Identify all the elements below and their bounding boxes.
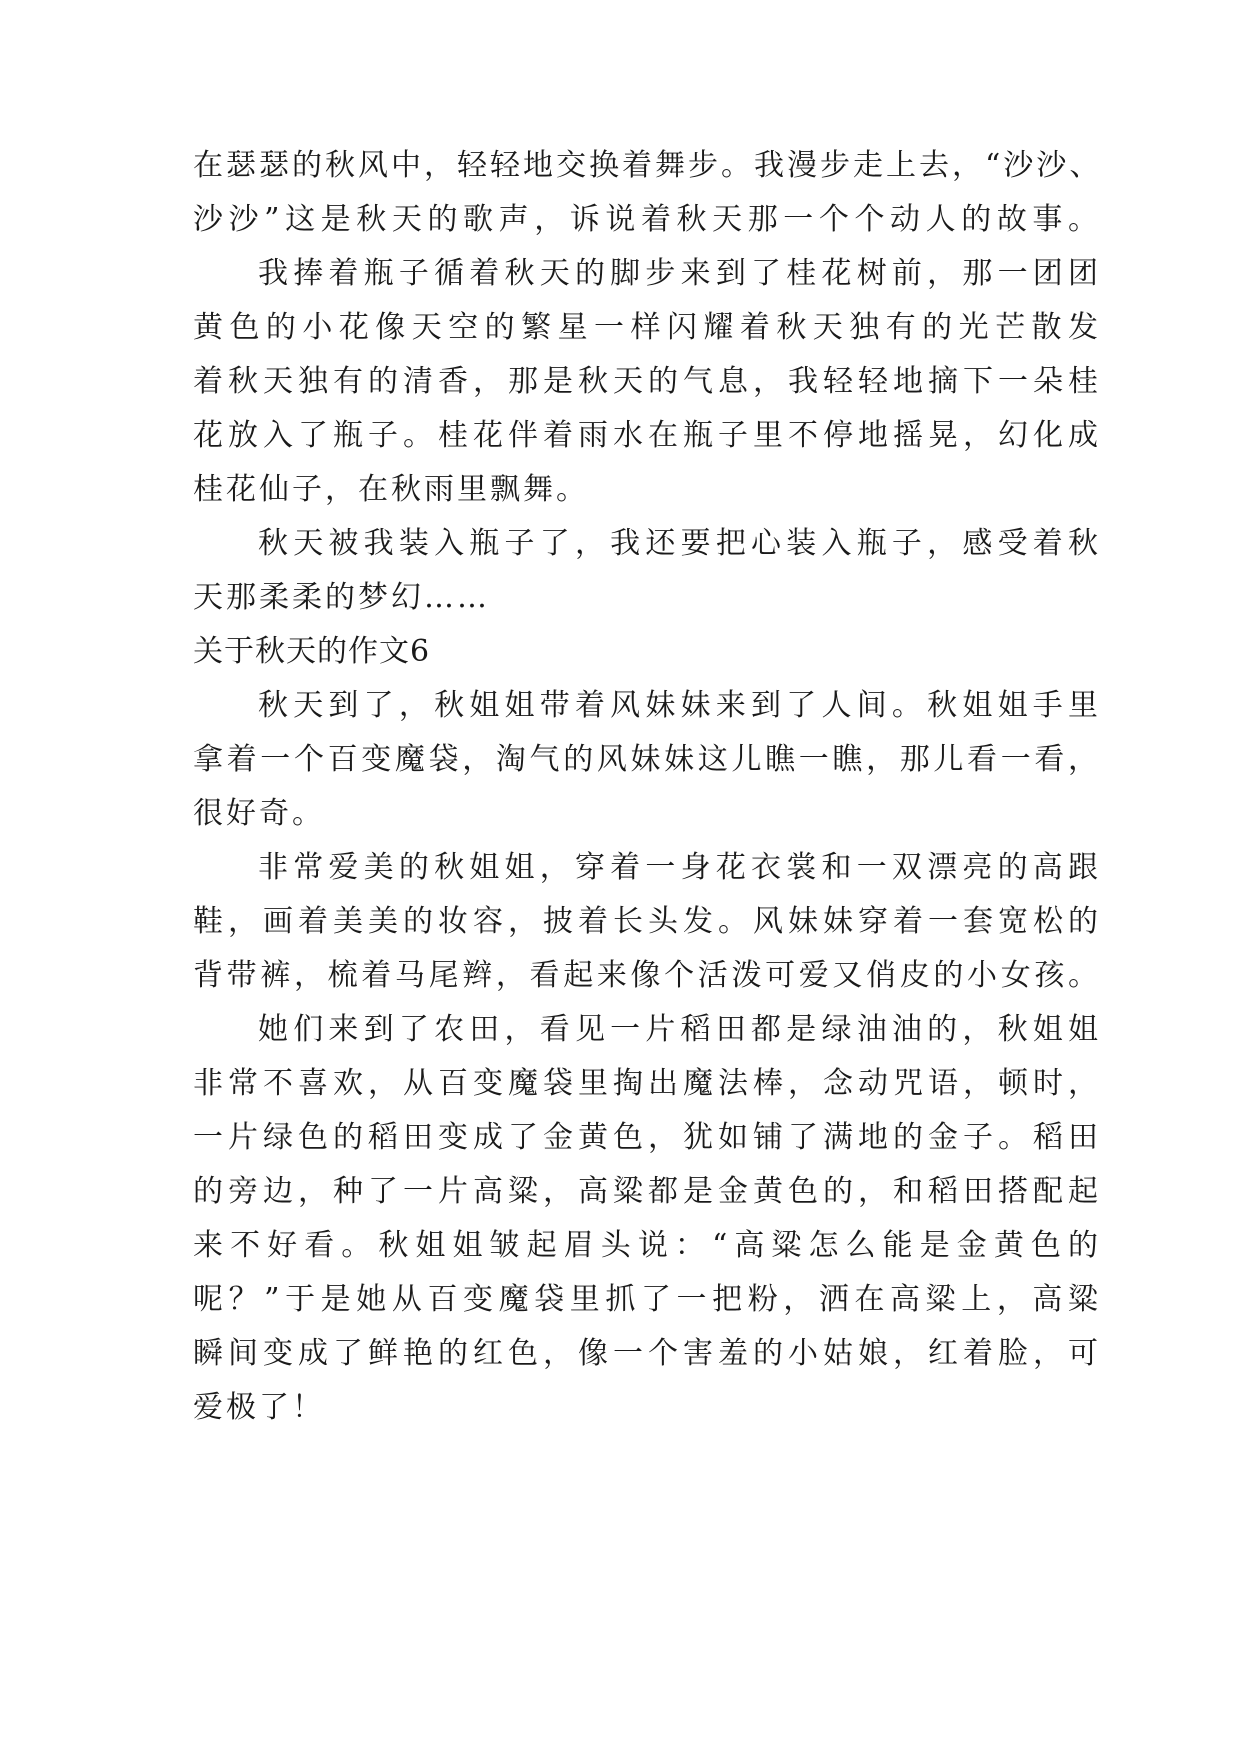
body-line: 的旁边，种了一片高粱，高粱都是金黄色的，和稻田搭配起: [193, 1174, 1101, 1209]
paragraph-last-line: 背带裤，梳着马尾辫，看起来像个活泼可爱又俏皮的小女孩。: [193, 958, 1101, 993]
paragraph-last-line: 爱极了！: [193, 1390, 325, 1425]
body-line: 在瑟瑟的秋风中，轻轻地交换着舞步。我漫步走上去，“沙沙、: [193, 148, 1103, 183]
body-line: 瞬间变成了鲜艳的红色，像一个害羞的小姑娘，红着脸，可: [193, 1336, 1101, 1371]
body-line: 呢？”于是她从百变魔袋里抓了一把粉，洒在高粱上，高粱: [193, 1282, 1101, 1317]
body-line: 一片绿色的稻田变成了金黄色，犹如铺了满地的金子。稻田: [193, 1120, 1101, 1155]
body-line: 着秋天独有的清香，那是秋天的气息，我轻轻地摘下一朵桂: [193, 364, 1101, 399]
body-line: 沙沙”这是秋天的歌声，诉说着秋天那一个个动人的故事。: [193, 202, 1101, 237]
body-line: 来不好看。秋姐姐皱起眉头说：“高粱怎么能是金黄色的: [193, 1228, 1101, 1263]
paragraph-first-line: 她们来到了农田，看见一片稻田都是绿油油的，秋姐姐: [258, 1012, 1101, 1047]
body-line: 非常不喜欢，从百变魔袋里掏出魔法棒，念动咒语，顿时，: [193, 1066, 1101, 1101]
body-line: 拿着一个百变魔袋，淘气的风妹妹这儿瞧一瞧，那儿看一看，: [193, 742, 1101, 777]
paragraph-last-line: 很好奇。: [193, 796, 325, 831]
section-heading: 关于秋天的作文6: [193, 634, 431, 669]
body-line: 黄色的小花像天空的繁星一样闪耀着秋天独有的光芒散发: [193, 310, 1101, 345]
body-line: 鞋，画着美美的妆容，披着长头发。风妹妹穿着一套宽松的: [193, 904, 1101, 939]
paragraph-first-line: 秋天到了，秋姐姐带着风妹妹来到了人间。秋姐姐手里: [258, 688, 1101, 723]
paragraph-first-line: 秋天被我装入瓶子了，我还要把心装入瓶子，感受着秋: [258, 526, 1101, 561]
paragraph-first-line: 我捧着瓶子循着秋天的脚步来到了桂花树前，那一团团: [258, 256, 1101, 291]
paragraph-last-line: 桂花仙子，在秋雨里飘舞。: [193, 472, 589, 507]
paragraph-first-line: 非常爱美的秋姐姐，穿着一身花衣裳和一双漂亮的高跟: [258, 850, 1101, 885]
body-line: 花放入了瓶子。桂花伴着雨水在瓶子里不停地摇晃，幻化成: [193, 418, 1101, 453]
paragraph-last-line: 天那柔柔的梦幻……: [193, 580, 490, 615]
